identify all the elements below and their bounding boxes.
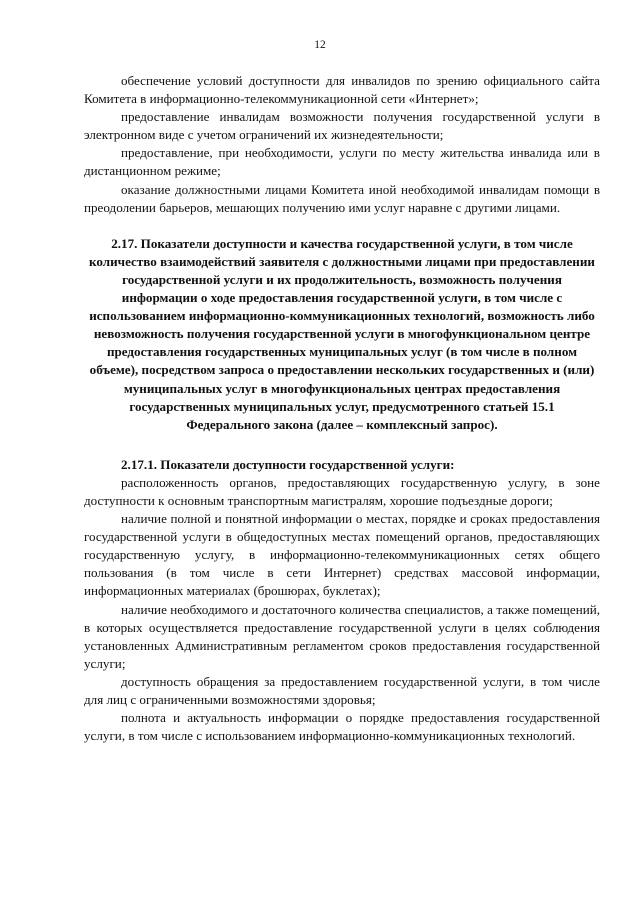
intro-paragraph: предоставление, при необходимости, услуги по месту жительства инвалида или в дистанционном режиме; xyxy=(84,145,600,179)
accessibility-indicators-list xyxy=(84,474,600,745)
page-number: 12 xyxy=(314,39,326,51)
indicator-paragraph: наличие полной и понятной информации о местах, порядке и сроках предоставления государственной услуги в общедоступных местах помещений органов, предоставляющих государственную услугу, в информационно-телекоммуникационных сетях общего пользования (в том числе в сети Интернет) средствах массовой информации, информационных материалах (брошюрах, буклетах); xyxy=(84,511,600,599)
indicator-paragraph: наличие необходимого и достаточного количества специалистов, а также помещений, в которых осуществляется предоставление государственной услуги в целях соблюдения установленных Административным регламентом сроков предоставления государственной услуги; xyxy=(84,601,600,671)
intro-paragraph: обеспечение условий доступности для инвалидов по зрению официального сайта Комитета в информационно-телекоммуникационной сети «Интернет»; xyxy=(84,73,600,107)
section-2-17-heading: 2.17. Показатели доступности и качества государственной услуги, в том числе количество взаимодействий заявителя с должностными лицами при предоставлении государственной услуги и их продолжительность, возможность получения информации о ходе предоставления государственной услуги, в том числе с использованием информационно-коммуникационных технологий, возможность либо невозможность получения государственной услуги в многофункциональном центре предоставления государственных муниципальных услуг (в том числе в полном объеме), посредством запроса о предоставлении нескольких государственных и (или) муниципальных услуг в многофункциональных центрах предоставления государственных муниципальных услуг, предусмотренного статьей 15.1 Федерального закона (далее – комплексный запрос). xyxy=(89,235,595,432)
intro-paragraph: предоставление инвалидам возможности получения государственной услуги в электронном виде с учетом ограничений их жизнедеятельности; xyxy=(84,109,600,143)
indicator-paragraph: полнота и актуальность информации о порядке предоставления государственной услуги, в том числе с использованием информационно-коммуникационных технологий. xyxy=(84,710,600,744)
indicator-paragraph: расположенность органов, предоставляющих государственную услугу, в зоне доступности к основным транспортным магистралям, хорошие подъездные дороги; xyxy=(84,474,600,508)
intro-paragraph: оказание должностными лицами Комитета иной необходимой инвалидам помощи в преодолении барьеров, мешающих получению ими услуг наравне с другими лицами. xyxy=(84,181,600,215)
indicator-paragraph: доступность обращения за предоставлением государственной услуги, в том числе для лиц с ограниченными возможностями здоровья; xyxy=(84,673,600,707)
intro-list xyxy=(84,72,600,217)
section-2-17-1-heading: 2.17.1. Показатели доступности государственной услуги: xyxy=(121,456,455,472)
page-content xyxy=(84,72,600,745)
